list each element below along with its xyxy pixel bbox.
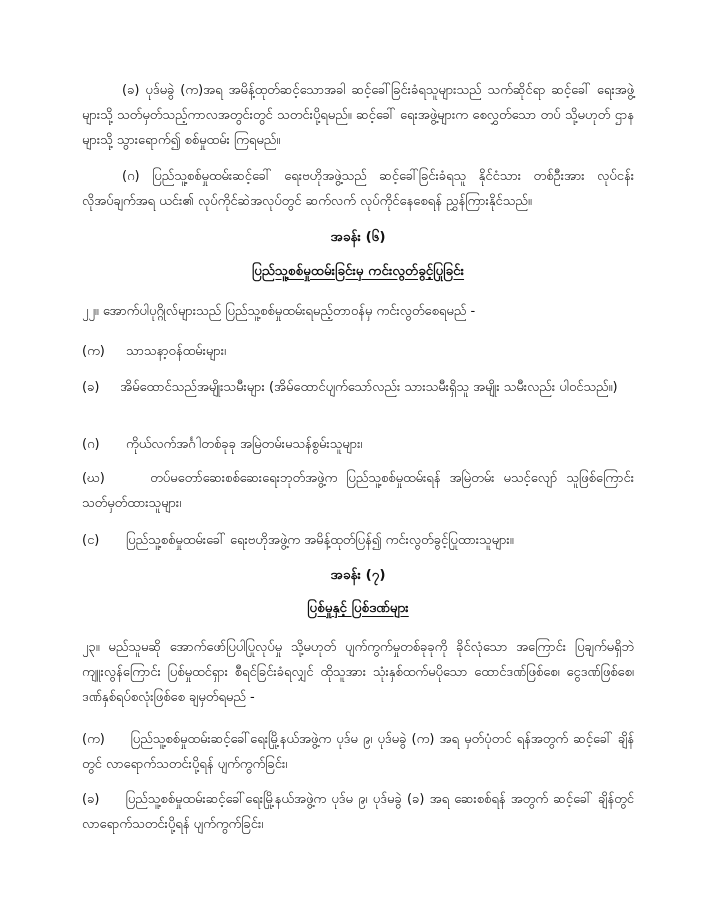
item-text: တပ်မတော်ဆေးစစ်ဆေးရေးဘုတ်အဖွဲ့က ပြည်သူ့စစ်မှုထမ်းရန် အမြဲတမ်း မသင့်လျော် သူဖြစ်ကြောင်း သတ်မှတ်ထားသူများ၊ [82,471,634,511]
item-text: အိမ်ထောင်သည်အမျိုးသမီးများ (အိမ်ထောင်ပျက်သော်လည်း သားသမီးရှိသူ အမျိုး သမီးလည်း ပါဝင်သည်။) [120,380,618,395]
section22-item-ga [82,432,634,457]
chapter7-title: ပြစ်မှုနှင့် ပြစ်ဒဏ်များ [307,600,409,616]
paragraph-ga: (ဂ) ပြည်သူ့စစ်မှုထမ်းဆင့်ခေါ် ရေးဗဟိုအဖွဲ့သည် ဆင့်ခေါ်ခြင်းခံရသူ နိုင်ငံသား တစ်ဦးအား လုပ်ငန်းလိုအပ်ချက်အရ ယင်း၏ လုပ်ကိုင်ဆဲအလုပ်တွင် ဆက်လက် လုပ်ကိုင်နေစေရန် ညွှန်ကြားနိုင်သည်။ [82,169,634,209]
item-number: (က) [82,732,105,747]
section23-item-ka [82,727,634,777]
item-text: သာသနာ့ဝန်ထမ်းများ၊ [126,344,227,359]
chapter7-heading: အခန်း (၇) [330,567,386,583]
item-text: ပြည်သူ့စစ်မှုထမ်းဆင့်ခေါ်ရေးမြို့နယ်အဖွဲ့က ပုဒ်မ ၉၊ ပုဒ်မခွဲ (က) အရ မှတ်ပုံတင် ရန်အတွက် ဆင့်ခေါ် ချိန်တွင် လာရောက်သတင်းပို့ရန် ပျက်ကွက်ခြင်း၊ [82,732,634,772]
chapter6-heading: အခန်း (၆) [330,229,386,245]
item-number: (ခ) [82,380,100,395]
section22-item-gha [82,466,634,516]
paragraph-kha: (ခ) ပုဒ်မခွဲ (က)အရ အမိန့်ထုတ်ဆင့်သောအခါ ဆင့်ခေါ်ခြင်းခံရသူများသည် သက်ဆိုင်ရာ ဆင့်ခေါ် ရေးအဖွဲ့များသို့ သတ်မှတ်သည့်ကာလအတွင်းတွင် သတင်းပို့ရမည်။ ဆင့်ခေါ် ရေးအဖွဲ့များက စေလွှတ်သော တပ် သို့မဟုတ် ဌာနများသို့ သွားရောက်၍ စစ်မှုထမ်း ကြရမည်။ [82,83,634,148]
section22-intro: ၂၂။ အောက်ပါပုဂ္ဂိုလ်များသည် ပြည်သူ့စစ်မှုထမ်းရမည့်တာဝန်မှ ကင်းလွတ်စေရမည် - [82,304,476,319]
item-number: (င) [82,533,100,548]
item-number: (ခ) [82,792,100,807]
item-text: ကိုယ်လက်အင်္ဂါတစ်ခုခု အမြဲတမ်းမသန်စွမ်းသူများ၊ [126,437,363,452]
section22-item-ka [82,339,634,364]
item-number: (ဂ) [82,437,100,452]
chapter6-title: ပြည်သူ့စစ်မှုထမ်းခြင်းမှ ကင်းလွတ်ခွင့်ပြုခြင်း [251,263,465,279]
section22-item-nga [82,528,634,553]
item-number: (က) [82,344,105,359]
item-text: ပြည်သူ့စစ်မှုထမ်းခေါ် ရေးဗဟိုအဖွဲ့က အမိန့်ထုတ်ပြန်၍ ကင်းလွတ်ခွင့်ပြုထားသူများ။ [126,533,514,548]
section22-item-kha [82,375,634,400]
section23-intro: ၂၃။ မည်သူမဆို အောက်ဖော်ပြပါပြုလုပ်မှု သို့မဟုတ် ပျက်ကွက်မှုတစ်ခုခုကို ခိုင်လုံသော အကြောင်း ပြချက်မရှိဘဲ ကျူးလွန်ကြောင်း ပြစ်မှုထင်ရှား စီရင်ခြင်းခံရလျှင် ထိုသူအား သုံးနှစ်ထက်မပိုသော ထောင်ဒဏ်ဖြစ်စေ၊ ငွေဒဏ်ဖြစ်စေ၊ ဒဏ်နှစ်ရပ်စလုံးဖြစ်စေ ချမှတ်ရမည် - [82,640,634,705]
section23-item-kha [82,787,634,837]
item-text: ပြည်သူ့စစ်မှုထမ်းဆင့်ခေါ်ရေးမြို့နယ်အဖွဲ့က ပုဒ်မ ၉၊ ပုဒ်မခွဲ (ခ) အရ ဆေးစစ်ရန် အတွက် ဆင့်ခေါ် ချိန်တွင် လာရောက်သတင်းပို့ရန် ပျက်ကွက်ခြင်း၊ [82,792,634,832]
item-number: (ဃ) [82,471,105,486]
